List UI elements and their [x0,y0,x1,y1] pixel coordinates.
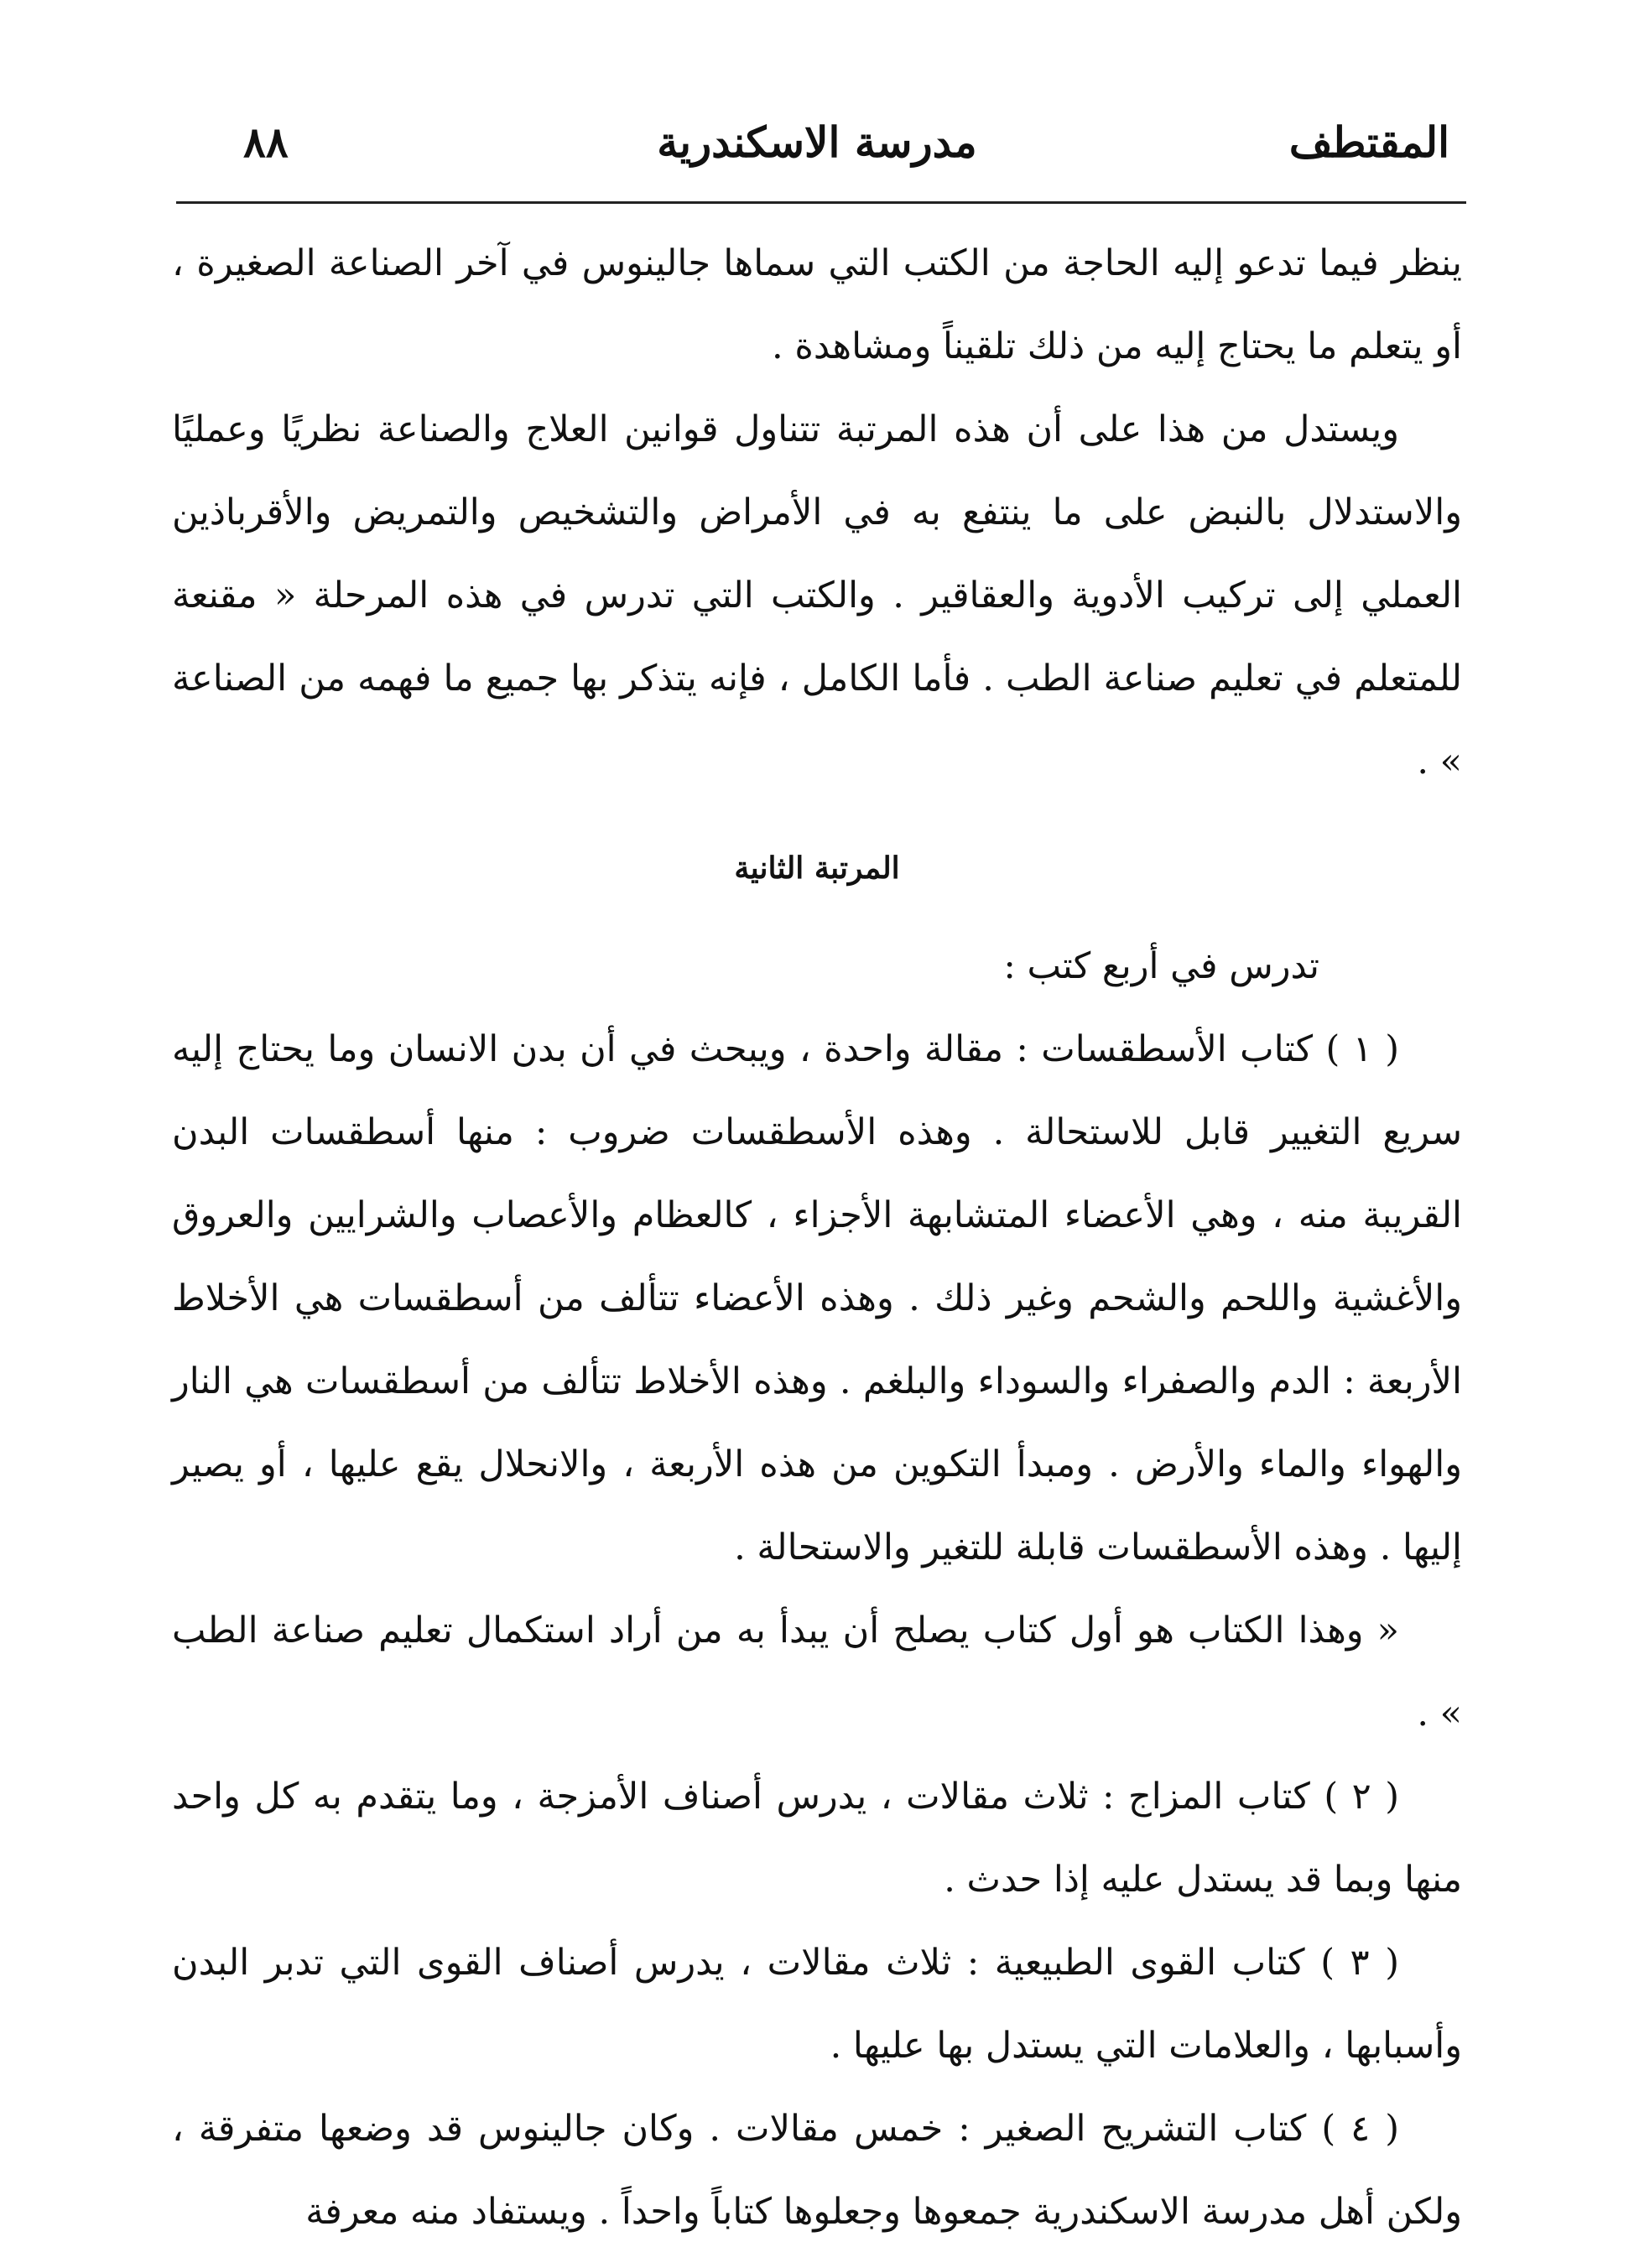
list-item-1: ( ١ ) كتاب الأسطقسات : مقالة واحدة ، ويبحث في أن بدن الانسان وما يحتاج إليه سريع التغيير قابل للاستحالة . وهذه الأسطقسات ضروب : منها أسطقسات البدن القريبة منه ، وهي الأعضاء المتشابهة الأجزاء ، كالعظام والأعصاب والشرايين والعروق والأغشية واللحم والشحم وغير ذلك . وهذه الأعضاء تتألف من أسطقسات هي الأخلاط الأربعة : الدم والصفراء والسوداء والبلغم . وهذه الأخلاط تتألف من أسطقسات هي النار والهواء والماء والأرض . ومبدأ التكوين من هذه الأربعة ، والانحلال يقع عليها ، أو يصير إليها . وهذه الأسطقسات قابلة للتغير والاستحالة . [172,1028,1462,1568]
section-intro: تدرس في أربع كتب : [1003,945,1319,987]
header-rule [176,201,1466,204]
page-number: ٨٨ [243,117,289,167]
list-item-2: ( ٢ ) كتاب المزاج : ثلاث مقالات ، يدرس أصناف الأمزجة ، وما يتقدم به كل واحد منها وبما قد يستدل عليه إذا حدث . [172,1776,1462,1901]
list-item-1-quote: « وهذا الكتاب هو أول كتاب يصلح أن يبدأ به من أراد استكمال تعليم صناعة الطب » . [172,1610,1462,1735]
page-header [176,117,1458,185]
list-item-4: ( ٤ ) كتاب التشريح الصغير : خمس مقالات . وكان جالينوس قد وضعها متفرقة ، ولكن أهل مدرسة الاسكندرية جمعوها وجعلوها كتاباً واحداً . ويستفاد منه معرفة [172,2108,1462,2233]
page-body [172,222,1462,2254]
section-heading: المرتبة الثانية [734,850,900,886]
paragraph-1: ينظر فيما تدعو إليه الحاجة من الكتب التي سماها جالينوس في آخر الصناعة الصغيرة ، أو يتعلم ما يحتاج إليه من ذلك تلقيناً ومشاهدة . [172,242,1462,367]
journal-name: المقتطف [1288,117,1449,167]
paragraph-2: ويستدل من هذا على أن هذه المرتبة تتناول قوانين العلاج والصناعة نظريًا وعمليًا والاستدلال بالنبض على ما ينتفع به في الأمراض والتشخيص والتمريض والأقرباذين العملي إلى تركيب الأدوية والعقاقير . والكتب التي تدرس في هذه المرحلة « مقنعة للمتعلم في تعليم صناعة الطب . فأما الكامل ، فإنه يتذكر بها جميع ما فهمه من الصناعة » . [172,408,1462,783]
list-item-3: ( ٣ ) كتاب القوى الطبيعية : ثلاث مقالات ، يدرس أصناف القوى التي تدبر البدن وأسبابها ، والعلامات التي يستدل بها عليها . [172,1942,1462,2067]
running-title: مدرسة الاسكندرية [657,117,977,167]
